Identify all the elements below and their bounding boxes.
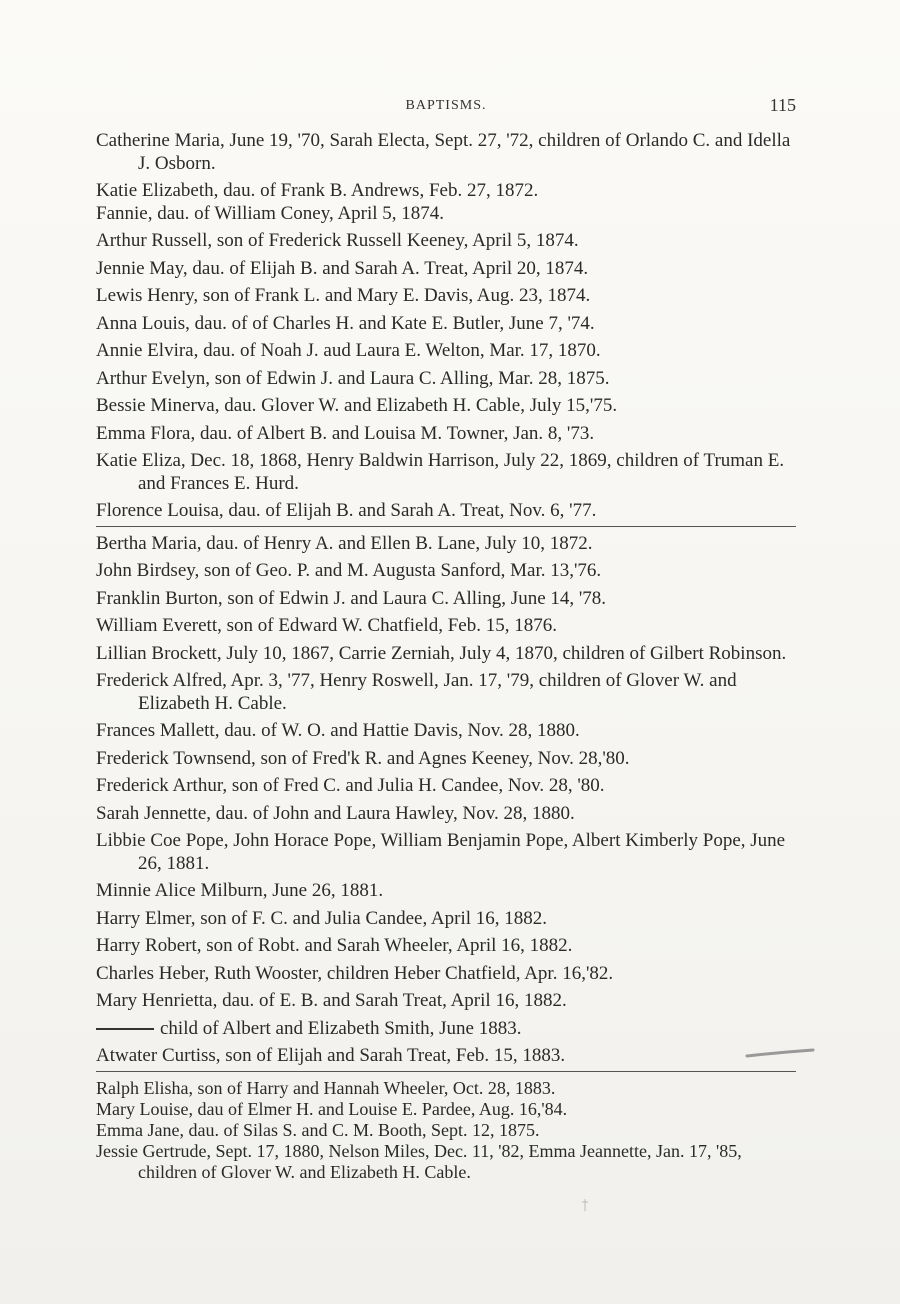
baptism-entry: Harry Robert, son of Robt. and Sarah Wheeler, April 16, 1882. — [96, 935, 573, 956]
baptism-entry: Frederick Arthur, son of Fred C. and Julia H. Candee, Nov. 28, '80. — [96, 775, 605, 796]
baptism-entry: Mary Louise, dau of Elmer H. and Louise E. Pardee, Aug. 16,'84. — [96, 1098, 568, 1119]
baptism-entry: Bessie Minerva, dau. Glover W. and Elizabeth H. Cable, July 15,'75. — [96, 395, 618, 416]
baptism-entry: Sarah Jennette, dau. of John and Laura Hawley, Nov. 28, 1880. — [96, 802, 575, 824]
baptism-entry: Minnie Alice Milburn, June 26, 1881. — [96, 880, 384, 901]
baptism-entry: Arthur Russell, son of Frederick Russell Keeney, April 5, 1874. — [96, 230, 579, 251]
baptism-entry: Arthur Evelyn, son of Edwin J. and Laura C. Alling, Mar. 28, 1875. — [96, 367, 610, 389]
baptism-entry: Charles Heber, Ruth Wooster, children Heber Chatfield, Apr. 16,'82. — [96, 962, 614, 984]
running-head: BAPTISMS. — [405, 98, 487, 113]
baptism-entry: Libbie Coe Pope, John Horace Pope, William Benjamin Pope, Albert Kimberly Pope, June 26, 1881. — [96, 830, 786, 874]
baptism-entry: Emma Jane, dau. of Silas S. and C. M. Booth, Sept. 12, 1875. — [96, 1119, 540, 1140]
baptism-entry: Lillian Brockett, July 10, 1867, Carrie Zerniah, July 4, 1870, children of Gilbert Robinson. — [96, 642, 787, 664]
baptism-entry: Lewis Henry, son of Frank L. and Mary E. Davis, Aug. 23, 1874. — [96, 285, 591, 306]
baptism-entries — [96, 130, 796, 1188]
baptism-entry-text: child of Albert and Elizabeth Smith, June 1883. — [160, 1017, 522, 1039]
blank-name-dash — [96, 1028, 154, 1030]
baptism-entry: Anna Louis, dau. of of Charles H. and Kate E. Butler, June 7, '74. — [96, 312, 595, 334]
baptism-entry: Fannie, dau. of William Coney, April 5, 1874. — [96, 202, 445, 224]
baptism-entry: Harry Elmer, son of F. C. and Julia Candee, April 16, 1882. — [96, 907, 548, 929]
baptism-entry: Bertha Maria, dau. of Henry A. and Ellen B. Lane, July 10, 1872. — [96, 532, 593, 554]
baptism-entry: Atwater Curtiss, son of Elijah and Sarah Treat, Feb. 15, 1883. — [96, 1045, 796, 1072]
page-header — [96, 95, 796, 122]
baptism-entry: Florence Louisa, dau. of Elijah B. and Sarah A. Treat, Nov. 6, '77. — [96, 500, 796, 527]
baptism-entry: Frances Mallett, dau. of W. O. and Hattie Davis, Nov. 28, 1880. — [96, 720, 580, 741]
baptism-entry: William Everett, son of Edward W. Chatfield, Feb. 15, 1876. — [96, 615, 557, 636]
baptism-entry: John Birdsey, son of Geo. P. and M. Augusta Sanford, Mar. 13,'76. — [96, 560, 602, 581]
baptism-entry-unnamed — [96, 1018, 796, 1041]
baptism-entry: Jennie May, dau. of Elijah B. and Sarah A. Treat, April 20, 1874. — [96, 257, 589, 279]
ink-speck-mark — [580, 1198, 590, 1212]
baptism-entry: Annie Elvira, dau. of Noah J. aud Laura E. Welton, Mar. 17, 1870. — [96, 340, 601, 361]
baptism-entry: Mary Henrietta, dau. of E. B. and Sarah Treat, April 16, 1882. — [96, 990, 567, 1011]
page-number: 115 — [769, 95, 796, 115]
baptism-entry: Katie Elizabeth, dau. of Frank B. Andrews, Feb. 27, 1872. — [96, 180, 539, 201]
baptism-entry: Emma Flora, dau. of Albert B. and Louisa M. Towner, Jan. 8, '73. — [96, 422, 595, 444]
baptism-entry: Catherine Maria, June 19, '70, Sarah Electa, Sept. 27, '72, children of Orlando C. and Idella J. Osborn. — [96, 130, 791, 174]
baptism-entry: Frederick Alfred, Apr. 3, '77, Henry Roswell, Jan. 17, '79, children of Glover W. and Elizabeth H. Cable. — [96, 670, 737, 714]
baptism-entry: Katie Eliza, Dec. 18, 1868, Henry Baldwin Harrison, July 22, 1869, children of Truman E. and Frances E. Hurd. — [96, 450, 785, 494]
baptism-entry: Jessie Gertrude, Sept. 17, 1880, Nelson Miles, Dec. 11, '82, Emma Jeannette, Jan. 17, '85, children of Glover W. and Elizabeth H. Cable. — [96, 1140, 742, 1182]
baptism-entry: Frederick Townsend, son of Fred'k R. and Agnes Keeney, Nov. 28,'80. — [96, 747, 630, 769]
baptism-entry: Franklin Burton, son of Edwin J. and Laura C. Alling, June 14, '78. — [96, 587, 607, 609]
pencil-stroke-mark — [745, 1048, 815, 1060]
baptism-entry: Ralph Elisha, son of Harry and Hannah Wheeler, Oct. 28, 1883. — [96, 1077, 556, 1098]
